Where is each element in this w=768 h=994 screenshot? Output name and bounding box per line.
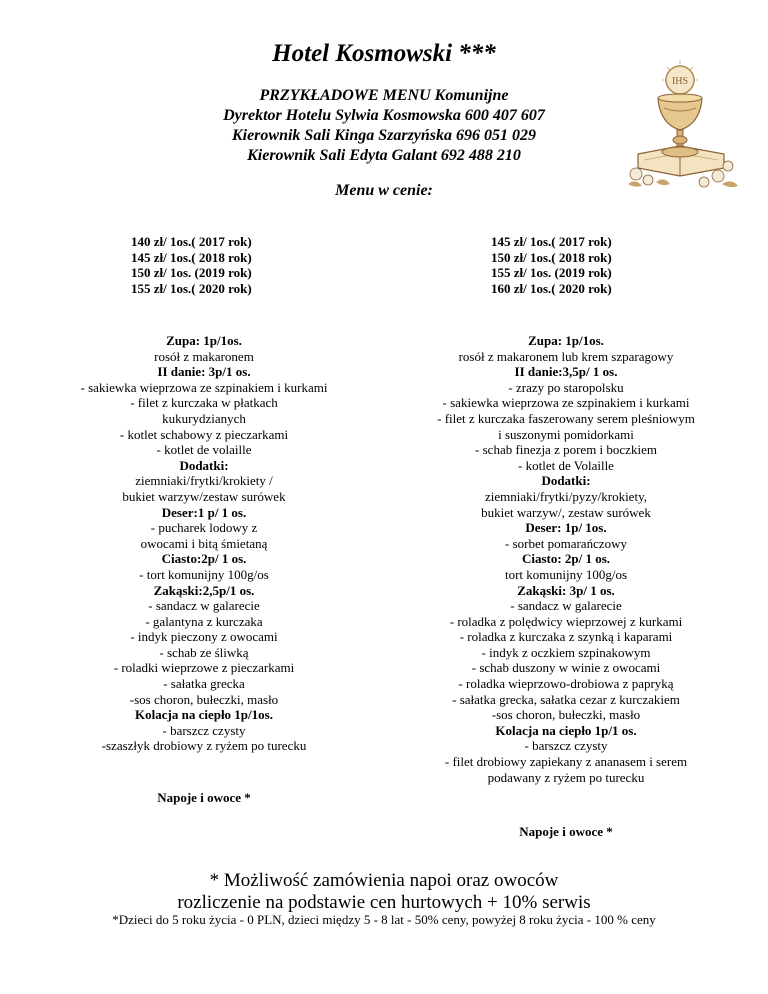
menu-item: ziemniaki/frytki/pyzy/krokiety, <box>485 488 647 504</box>
menu-item: - schab finezja z porem i boczkiem <box>475 442 657 458</box>
menu-item: - zrazy po staropolsku <box>508 379 624 395</box>
hall-manager-contact-1: Kierownik Sali Kinga Szarzyńska 696 051 029 <box>231 127 537 144</box>
menu-item: - roladki wieprzowe z pieczarkami <box>113 660 295 676</box>
menu-item: - filet z kurczaka faszerowany serem pleśniowym <box>437 410 695 426</box>
hotel-title: Hotel Kosmowski *** <box>272 40 496 67</box>
menu-item: - sałatka grecka, sałatka cezar z kurczakiem <box>452 691 680 707</box>
price-line: 150 zł/ 1os. (2019 rok) <box>131 265 252 281</box>
menu-section-heading: Zupa: 1p/1os. <box>166 333 242 348</box>
menu-item: i suszonymi pomidorkami <box>498 426 634 442</box>
price-line: 155 zł/ 1os. (2019 rok) <box>491 265 612 281</box>
menu-item: - indyk pieczony z owocami <box>130 629 278 645</box>
menu-item: rosół z makaronem lub krem szparagowy <box>458 348 674 364</box>
menu-section-heading: Zupa: 1p/1os. <box>528 333 604 348</box>
menu-item: - pucharek lodowy z <box>150 520 258 536</box>
menu-item: - schab duszony w winie z owocami <box>471 660 661 676</box>
menu-item: - kotlet de volaille <box>156 442 252 458</box>
price-line: 145 zł/ 1os.( 2018 rok) <box>131 249 252 265</box>
menu-item: - filet z kurczaka w płatkach <box>130 395 278 411</box>
menu-section-heading: Deser:1 p/ 1 os. <box>161 504 247 520</box>
drinks-note-left: Napoje i owoce * <box>157 790 251 805</box>
menu-section-heading: Ciasto:2p/ 1 os. <box>161 551 247 567</box>
price-line: 160 zł/ 1os.( 2020 rok) <box>491 280 612 296</box>
price-line: 145 zł/ 1os.( 2017 rok) <box>491 234 612 249</box>
menu-item: - roladka z polędwicy wieprzowej z kurkami <box>449 613 683 629</box>
director-contact: Dyrektor Hotelu Sylwia Kosmowska 600 407 607 <box>223 107 545 124</box>
menu-item: - kotlet de Volaille <box>518 457 614 473</box>
drinks-note-right: Napoje i owoce * <box>519 824 613 839</box>
menu-item: - roladka wieprzowo-drobiowa z papryką <box>458 676 674 692</box>
price-label: Menu w cenie: <box>335 182 433 199</box>
menu-column-left <box>54 333 354 754</box>
menu-item: -sos choron, bułeczki, masło <box>491 707 641 723</box>
menu-item: - sorbet pomarańczowy <box>504 535 627 551</box>
menu-section-heading: Zakąski: 3p/ 1 os. <box>517 582 615 598</box>
menu-item: - sandacz w galarecie <box>510 598 622 614</box>
footer-line-2: rozliczenie na podstawie cen hurtowych + 10% serwis <box>177 892 591 913</box>
menu-section-heading: Deser: 1p/ 1os. <box>525 520 607 536</box>
menu-item: rosół z makaronem <box>154 348 254 364</box>
menu-item: - schab ze śliwką <box>159 644 249 660</box>
menu-item: - barszcz czysty <box>524 738 608 754</box>
price-list-right <box>491 234 612 296</box>
price-line: 155 zł/ 1os.( 2020 rok) <box>131 280 252 296</box>
menu-item: - sałatka grecka <box>163 676 245 692</box>
hall-manager-contact-2: Kierownik Sali Edyta Galant 692 488 210 <box>247 147 521 164</box>
footer-note <box>0 870 768 914</box>
footer-line-1: * Możliwość zamówienia napoi oraz owoców <box>209 870 559 891</box>
menu-item: - sakiewka wieprzowa ze szpinakiem i kurkami <box>80 379 328 395</box>
menu-item: owocami i bitą śmietaną <box>140 535 268 551</box>
menu-item: - tort komunijny 100g/os <box>139 566 269 582</box>
menu-section-heading: Kolacja na ciepło 1p/1 os. <box>495 722 637 738</box>
menu-item: bukiet warzyw/zestaw surówek <box>122 488 286 504</box>
host-ihs-text: IHS <box>671 76 689 87</box>
menu-section-heading: Kolacja na ciepło 1p/1os. <box>135 707 273 723</box>
menu-section-heading: II danie: 3p/1 os. <box>157 364 251 380</box>
menu-item: - roladka z kurczaka z szynką i kaparami <box>459 629 673 645</box>
menu-section-heading: II danie:3,5p/ 1 os. <box>514 364 618 380</box>
menu-item: -sos choron, bułeczki, masło <box>129 691 279 707</box>
communion-chalice-icon <box>624 58 742 190</box>
menu-item: podawany z ryżem po turecku <box>487 769 645 785</box>
menu-item: - indyk z oczkiem szpinakowym <box>481 644 651 660</box>
menu-section-heading: Zakąski:2,5p/1 os. <box>153 582 255 598</box>
price-line: 150 zł/ 1os.( 2018 rok) <box>491 249 612 265</box>
menu-section-heading: Dodatki: <box>541 473 591 489</box>
menu-item: - kotlet schabowy z pieczarkami <box>119 426 289 442</box>
menu-section-heading: Ciasto: 2p/ 1 os. <box>521 551 611 567</box>
menu-subtitle: PRZYKŁADOWE MENU Komunijne <box>259 87 509 104</box>
price-line: 140 zł/ 1os.( 2017 rok) <box>131 234 252 249</box>
menu-item: - sandacz w galarecie <box>148 598 260 614</box>
menu-column-right <box>396 333 736 785</box>
menu-item: bukiet warzyw/, zestaw surówek <box>481 504 651 520</box>
menu-item: - filet drobiowy zapiekany z ananasem i serem <box>444 754 688 770</box>
menu-item: kukurydzianych <box>162 410 246 426</box>
menu-item: tort komunijny 100g/os <box>504 566 628 582</box>
price-list-left <box>131 234 252 296</box>
menu-item: - barszcz czysty <box>162 722 246 738</box>
footer-children-pricing: *Dzieci do 5 roku życia - 0 PLN, dzieci między 5 - 8 lat - 50% ceny, powyżej 8 roku życia - 100 % ceny <box>112 912 656 927</box>
menu-item: ziemniaki/frytki/krokiety / <box>135 473 273 489</box>
menu-item: - galantyna z kurczaka <box>145 613 263 629</box>
menu-item: - sakiewka wieprzowa ze szpinakiem i kurkami <box>442 395 690 411</box>
menu-item: -szaszłyk drobiowy z ryżem po turecku <box>101 738 307 754</box>
menu-section-heading: Dodatki: <box>179 457 229 473</box>
